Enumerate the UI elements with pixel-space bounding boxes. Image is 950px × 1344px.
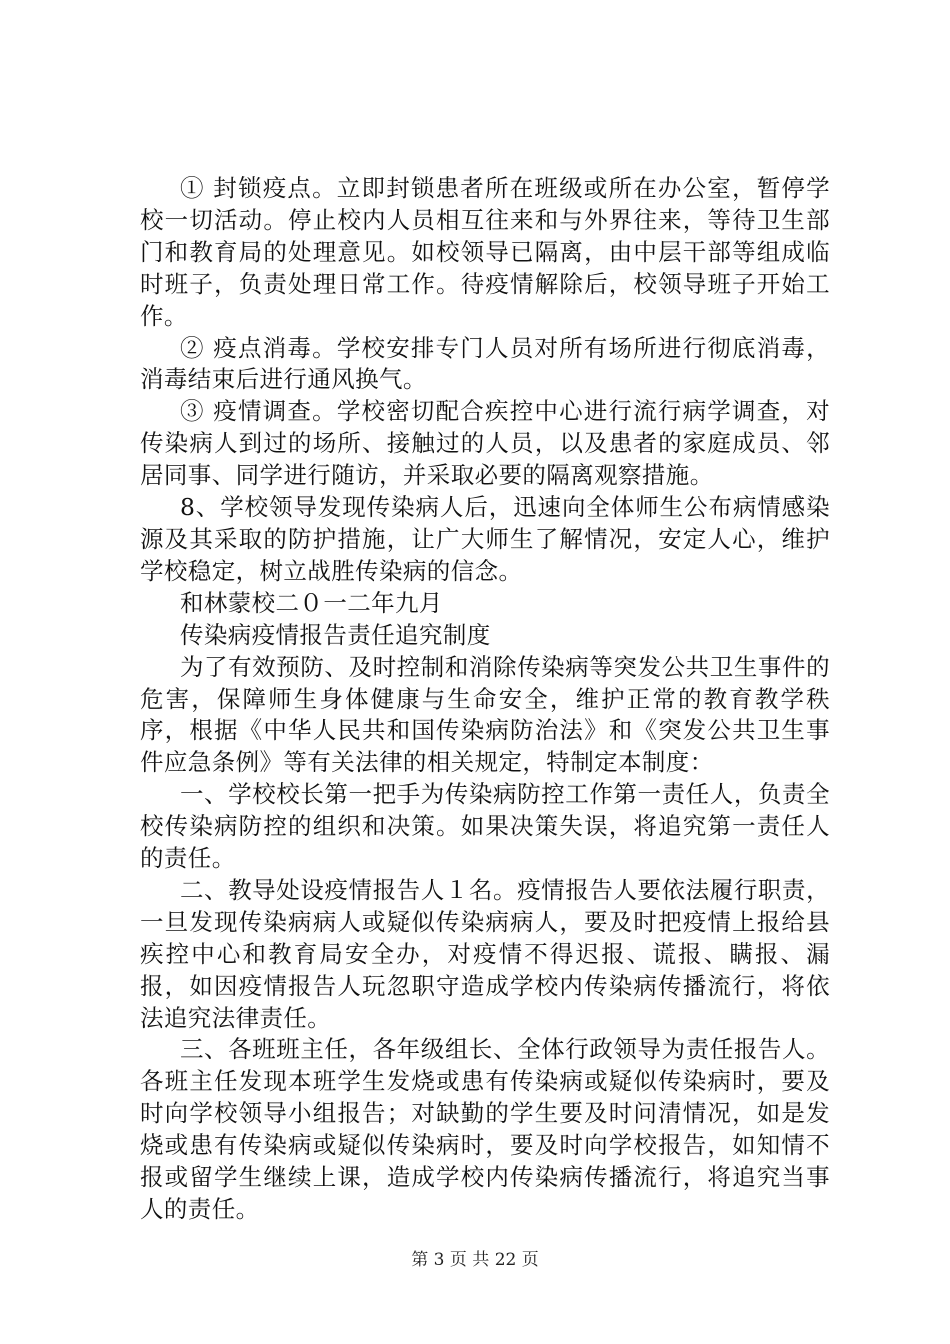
document-body bbox=[140, 173, 830, 1226]
section-title: 传染病疫情报告责任追究制度 bbox=[179, 620, 491, 649]
paragraph-seal-off: ① 封锁疫点。立即封锁患者所在班级或所在办公室，暂停学校一切活动。停止校内人员相互往来和与外界往来，等待卫生部门和教育局的处理意见。如校领导已隔离，由中层干部等组成临时班子，负责处理日常工作。待疫情解除后，校领导班子开始工作。 bbox=[140, 174, 830, 330]
paragraph-investigation: ③ 疫情调查。学校密切配合疾控中心进行流行病学调查，对传染病人到过的场所、接触过的人员，以及患者的家庭成员、邻居同事、同学进行随访，并采取必要的隔离观察措施。 bbox=[140, 397, 830, 490]
paragraph-preamble: 为了有效预防、及时控制和消除传染病等突发公共卫生事件的危害，保障师生身体健康与生命安全，维护正常的教育教学秩序，根据《中华人民共和国传染病防治法》和《突发公共卫生事件应急条例》等有关法律的相关规定，特制定本制度： bbox=[140, 652, 830, 777]
paragraph-article-1: 一、学校校长第一把手为传染病防控工作第一责任人，负责全校传染病防控的组织和决策。如果决策失误，将追究第一责任人的责任。 bbox=[140, 780, 830, 873]
paragraph-disinfection: ② 疫点消毒。学校安排专门人员对所有场所进行彻底消毒，消毒结束后进行通风换气。 bbox=[140, 333, 830, 394]
signature-date: 和林蒙校二０一二年九月 bbox=[179, 588, 443, 617]
paragraph-article-3: 三、各班班主任，各年级组长、全体行政领导为责任报告人。各班主任发现本班学生发烧或患有传染病或疑似传染病时，要及时向学校领导小组报告；对缺勤的学生要及时问清情况，如是发烧或患有传染病或疑似传染病时，要及时向学校报告，如知情不报或留学生继续上课，造成学校内传染病传播流行，将追究当事人的责任。 bbox=[140, 1035, 830, 1223]
page-number-footer: 第 3 页 共 22 页 bbox=[411, 1250, 539, 1270]
paragraph-article-2: 二、教导处设疫情报告人１名。疫情报告人要依法履行职责，一旦发现传染病病人或疑似传染病病人，要及时把疫情上报给县疾控中心和教育局安全办，对疫情不得迟报、谎报、瞒报、漏报，如因疫情报告人玩忽职守造成学校内传染病传播流行，将依法追究法律责任。 bbox=[140, 875, 830, 1032]
paragraph-item-8: 8、学校领导发现传染病人后，迅速向全体师生公布病情感染源及其采取的防护措施，让广大师生了解情况，安定人心，维护学校稳定，树立战胜传染病的信念。 bbox=[140, 493, 830, 585]
